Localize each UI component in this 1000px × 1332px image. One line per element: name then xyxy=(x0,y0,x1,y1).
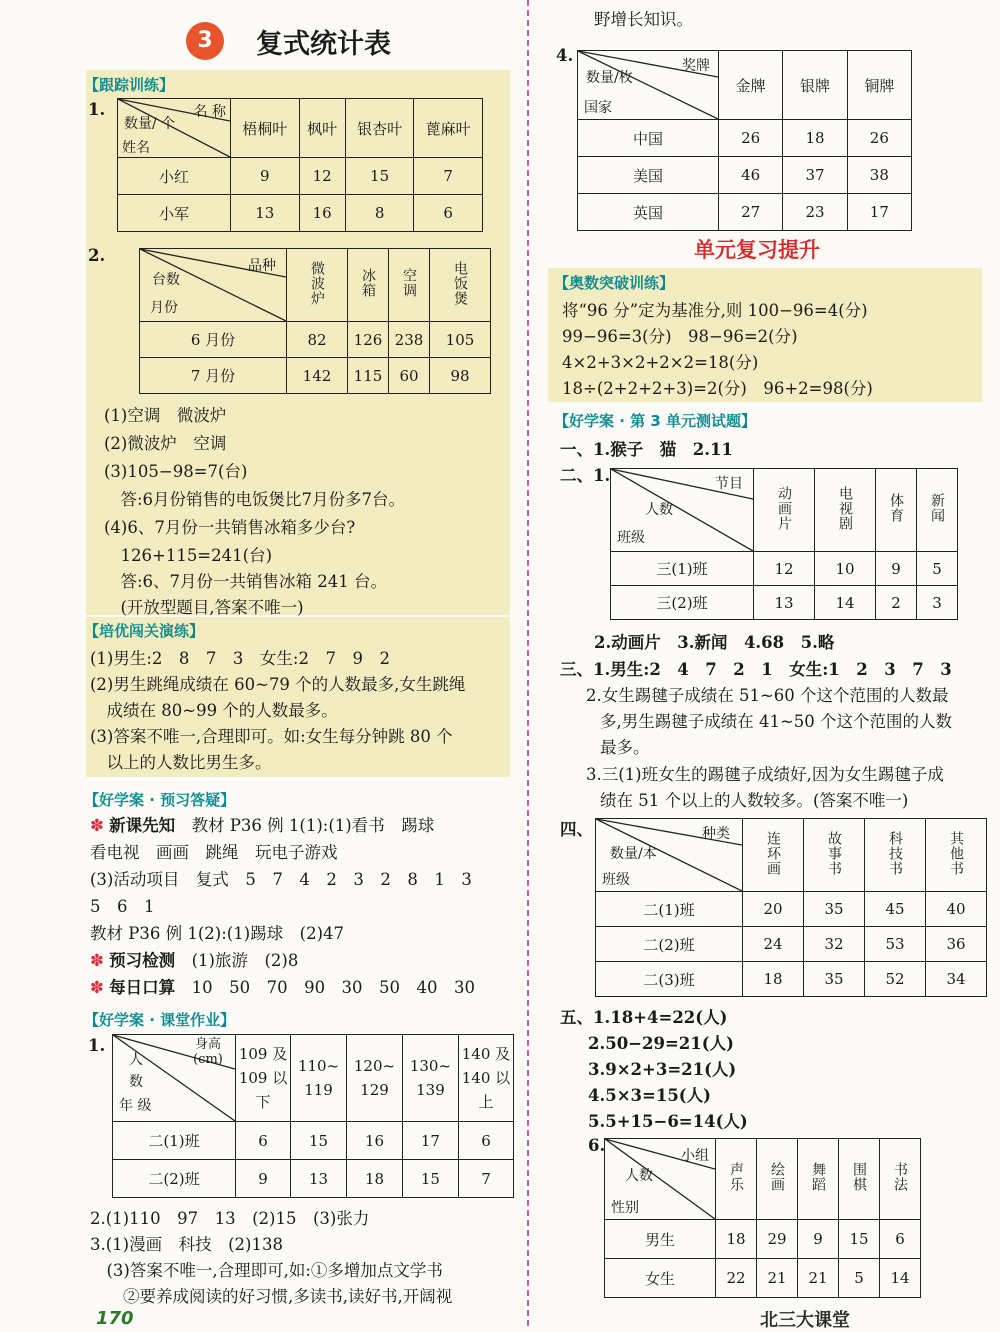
cell: 6 xyxy=(236,1122,291,1160)
cell: 9 xyxy=(876,552,917,586)
header-mid: 人 数 xyxy=(129,1052,143,1090)
col-header: 枫叶 xyxy=(299,99,345,158)
table-row xyxy=(140,358,491,394)
table-row xyxy=(118,195,483,232)
cell: 24 xyxy=(743,927,804,962)
header-top: 身高 (cm) xyxy=(193,1037,223,1067)
diagonal-header xyxy=(113,1035,236,1122)
table-row xyxy=(611,586,958,620)
answer-line: 2.(1)110 97 13 (2)15 (3)张力 xyxy=(90,1209,370,1228)
cell: 115 xyxy=(348,358,389,394)
col-header: 120~ 129 xyxy=(347,1035,403,1122)
answer-line: 18÷(2+2+2+3)=2(分) 96+2=98(分) xyxy=(562,379,873,398)
col-header: 体育 xyxy=(888,493,904,523)
flower-icon: ✽ xyxy=(90,978,104,997)
col-header: 空调 xyxy=(401,268,417,298)
cell: 17 xyxy=(402,1122,458,1160)
answer-line: 将“96 分”定为基准分,则 100−96=4(分) xyxy=(562,301,868,320)
col-header: 130~ 139 xyxy=(402,1035,458,1122)
cell: 13 xyxy=(231,195,300,232)
page-number: 170 xyxy=(96,1308,134,1329)
cell: 46 xyxy=(719,157,783,194)
footer-text: 北三大课堂 xyxy=(760,1310,850,1331)
answer-line: 3.9×2+3=21(人) xyxy=(588,1060,737,1079)
answer-line: 成绩在 80~99 个的人数最多。 xyxy=(90,701,338,720)
cell: 35 xyxy=(804,962,865,997)
col-header: 故事书 xyxy=(826,830,842,876)
section-header: 【奥数突破训练】 xyxy=(554,274,675,292)
header-bot: 姓名 xyxy=(122,140,150,156)
cell: 126 xyxy=(348,322,389,358)
answer-line: (3)答案不唯一,合理即可,如:①多增加点文学书 xyxy=(90,1261,443,1280)
table-programs xyxy=(610,468,958,620)
question-number: 二、1. xyxy=(560,466,611,485)
row-label: 二(3)班 xyxy=(596,962,743,997)
label-bold: 预习检测 xyxy=(109,951,176,970)
answer-line: 野增长知识。 xyxy=(594,10,693,29)
cell: 15 xyxy=(839,1220,880,1259)
answer-line: 看电视 画画 跳绳 玩电子游戏 xyxy=(90,843,338,862)
col-header: 其他书 xyxy=(948,830,964,876)
table-row xyxy=(605,1220,921,1259)
table-row xyxy=(596,892,987,927)
col-header: 围棋 xyxy=(851,1162,867,1192)
header-mid: 数量/ 个 xyxy=(124,116,176,132)
table-leaves xyxy=(117,98,483,232)
col-header: 蓖麻叶 xyxy=(414,99,483,158)
cell: 18 xyxy=(347,1160,403,1198)
header-mid: 数量/枚 xyxy=(586,70,633,86)
table-row xyxy=(596,962,987,997)
answer-line: 126+115=241(台) xyxy=(104,546,273,565)
col-header: 书法 xyxy=(892,1162,908,1192)
diagonal-header xyxy=(578,51,719,120)
cell: 98 xyxy=(430,358,491,394)
col-header: 银杏叶 xyxy=(345,99,414,158)
answer-line: 99−96=3(分) 98−96=2(分) xyxy=(562,327,798,346)
cell: 7 xyxy=(458,1160,513,1198)
cell: 6 xyxy=(458,1122,513,1160)
cell: 40 xyxy=(926,892,987,927)
answer-line: 4.5×3=15(人) xyxy=(588,1086,711,1105)
answer-line: 多,男生踢毽子成绩在 41~50 个这个范围的人数 xyxy=(600,712,953,731)
cell: 22 xyxy=(716,1259,757,1298)
label-bold: 新课先知 xyxy=(109,816,176,835)
col-header: 金牌 xyxy=(719,51,783,120)
header-top: 小组 xyxy=(681,1148,709,1164)
header-top: 名 称 xyxy=(193,104,226,120)
table-books xyxy=(595,818,987,997)
answer-line: 教材 P36 例 1(2):(1)踢球 (2)47 xyxy=(90,924,345,943)
cell: 16 xyxy=(299,195,345,232)
cell: 5 xyxy=(917,552,958,586)
row-label: 二(2)班 xyxy=(596,927,743,962)
table-row xyxy=(113,1160,514,1198)
header-mid: 人数 xyxy=(645,502,673,518)
row-label: 6 月份 xyxy=(140,322,287,358)
table-row xyxy=(578,194,912,231)
header-bot: 性别 xyxy=(611,1200,639,1216)
question-number: 2. xyxy=(88,246,106,265)
cell: 27 xyxy=(719,194,783,231)
diagonal-header xyxy=(140,249,287,322)
cell: 15 xyxy=(345,158,414,195)
header-bot: 班级 xyxy=(617,530,645,546)
table-groups xyxy=(604,1138,921,1298)
answer-line: 三、1.男生:2 4 7 2 1 女生:1 2 3 7 3 xyxy=(560,660,952,679)
cell: 34 xyxy=(926,962,987,997)
row-label: 小红 xyxy=(118,158,231,195)
cell: 3 xyxy=(917,586,958,620)
question-number: 6. xyxy=(588,1136,606,1155)
col-header: 冰箱 xyxy=(360,268,376,298)
table-row xyxy=(611,552,958,586)
col-header: 微波炉 xyxy=(309,260,325,306)
cell: 53 xyxy=(865,927,926,962)
row-label: 二(1)班 xyxy=(596,892,743,927)
col-header: 140 及 140 以上 xyxy=(458,1035,513,1122)
header-top: 节目 xyxy=(715,476,743,492)
col-header: 109 及 109 以下 xyxy=(236,1035,291,1122)
cell: 60 xyxy=(389,358,430,394)
cell: 82 xyxy=(287,322,348,358)
col-header: 动画片 xyxy=(776,485,792,531)
cell: 14 xyxy=(815,586,876,620)
cell: 9 xyxy=(236,1160,291,1198)
unit-title: 单元复习提升 xyxy=(694,238,820,262)
answer-line: (3)105−98=7(台) xyxy=(104,462,248,481)
col-header: 银牌 xyxy=(783,51,847,120)
label-bold: 每日口算 xyxy=(109,978,176,997)
table-row xyxy=(113,1122,514,1160)
cell: 18 xyxy=(783,120,847,157)
row-label: 三(1)班 xyxy=(611,552,754,586)
answer-line: 3.(1)漫画 科技 (2)138 xyxy=(90,1235,283,1254)
answer-line: 3.三(1)班女生的踢毽子成绩好,因为女生踢毽子成 xyxy=(586,765,944,784)
col-header: 电视剧 xyxy=(837,485,853,531)
diagonal-header xyxy=(611,469,754,552)
answer-line: (2)微波炉 空调 xyxy=(104,434,227,453)
question-number: 4. xyxy=(556,46,574,65)
answer-line: (4)6、7月份一共销售冰箱多少台? xyxy=(104,518,356,537)
cell: 15 xyxy=(402,1160,458,1198)
diagonal-header xyxy=(118,99,231,158)
cell: 37 xyxy=(783,157,847,194)
cell: 13 xyxy=(754,586,815,620)
answer-line: 以上的人数比男生多。 xyxy=(90,753,272,772)
cell: 142 xyxy=(287,358,348,394)
row-label: 中国 xyxy=(578,120,719,157)
answer-line: 2.动画片 3.新闻 4.68 5.略 xyxy=(594,633,835,652)
cell: 36 xyxy=(926,927,987,962)
header-top: 品种 xyxy=(248,258,276,274)
row-label: 小军 xyxy=(118,195,231,232)
cell: 38 xyxy=(847,157,911,194)
table-height xyxy=(112,1034,514,1198)
cell: 5 xyxy=(839,1259,880,1298)
answer-line: (1)旅游 (2)8 xyxy=(175,951,299,970)
cell: 13 xyxy=(291,1160,347,1198)
answer-line: (1)男生:2 8 7 3 女生:2 7 9 2 xyxy=(90,649,390,668)
row-label: 英国 xyxy=(578,194,719,231)
cell: 18 xyxy=(716,1220,757,1259)
answer-line: 2.50−29=21(人) xyxy=(588,1034,734,1053)
answer-line: (2)男生跳绳成绩在 60~79 个的人数最多,女生跳绳 xyxy=(90,675,466,694)
answer-line: 最多。 xyxy=(600,738,650,757)
col-header: 连环画 xyxy=(765,830,781,876)
cell: 6 xyxy=(880,1220,921,1259)
answer-line: 5.5+15−6=14(人) xyxy=(588,1112,748,1131)
column-divider xyxy=(527,0,529,1326)
row-label: 二(2)班 xyxy=(113,1160,236,1198)
answer-line: 五、1.18+4=22(人) xyxy=(560,1008,728,1027)
col-header: 科技书 xyxy=(887,830,903,876)
col-header: 绘画 xyxy=(769,1162,785,1192)
cell: 14 xyxy=(880,1259,921,1298)
table-row xyxy=(140,322,491,358)
cell: 32 xyxy=(804,927,865,962)
cell: 15 xyxy=(291,1122,347,1160)
cell: 8 xyxy=(345,195,414,232)
col-header: 新闻 xyxy=(929,493,945,523)
cell: 6 xyxy=(414,195,483,232)
row-label: 三(2)班 xyxy=(611,586,754,620)
col-header: 铜牌 xyxy=(847,51,911,120)
header-bot: 国家 xyxy=(584,100,612,116)
header-mid: 台数 xyxy=(152,272,180,288)
answer-line: (3)活动项目 复式 5 7 4 2 3 2 8 1 3 xyxy=(90,870,472,889)
table-row xyxy=(118,158,483,195)
answer-line: 答:6、7月份一共销售冰箱 241 台。 xyxy=(104,572,388,591)
question-number: 四、 xyxy=(560,820,593,839)
cell: 7 xyxy=(414,158,483,195)
cell: 12 xyxy=(754,552,815,586)
cell: 26 xyxy=(847,120,911,157)
header-bot: 班级 xyxy=(602,872,630,888)
cell: 52 xyxy=(865,962,926,997)
header-bot: 月份 xyxy=(150,300,178,316)
cell: 26 xyxy=(719,120,783,157)
cell: 20 xyxy=(743,892,804,927)
answer-line: (3)答案不唯一,合理即可。如:女生每分钟跳 80 个 xyxy=(90,727,453,746)
answer-line: (开放型题目,答案不唯一) xyxy=(104,598,304,617)
col-header: 梧桐叶 xyxy=(231,99,300,158)
cell: 18 xyxy=(743,962,804,997)
col-header: 电饭煲 xyxy=(452,260,468,306)
row-label: 美国 xyxy=(578,157,719,194)
answer-line: 2.女生踢毽子成绩在 51~60 个这个范围的人数最 xyxy=(586,686,949,705)
cell: 23 xyxy=(783,194,847,231)
answer-line: 教材 P36 例 1(1):(1)看书 踢球 xyxy=(175,816,435,835)
col-header: 110~ 119 xyxy=(291,1035,347,1122)
cell: 10 xyxy=(815,552,876,586)
row-label: 二(1)班 xyxy=(113,1122,236,1160)
table-row xyxy=(605,1259,921,1298)
table-row xyxy=(578,120,912,157)
section-header: 【培优闯关演练】 xyxy=(84,622,205,640)
table-row xyxy=(596,927,987,962)
answer-line: 一、1.猴子 猫 2.11 xyxy=(560,440,733,459)
cell: 9 xyxy=(798,1220,839,1259)
section-header: 【好学案 · 第 3 单元测试题】 xyxy=(554,412,757,430)
question-number: 1. xyxy=(88,100,106,119)
section-header: 【好学案 · 预习答疑】 xyxy=(84,791,236,809)
header-top: 奖牌 xyxy=(682,58,710,74)
header-top: 种类 xyxy=(702,826,730,842)
answer-line: ②要养成阅读的好习惯,多读书,读好书,开阔视 xyxy=(90,1287,453,1306)
section-header: 【好学案 · 课堂作业】 xyxy=(84,1011,236,1029)
diagonal-header xyxy=(596,819,743,892)
answer-line: (1)空调 微波炉 xyxy=(104,406,227,425)
row-label: 7 月份 xyxy=(140,358,287,394)
cell: 9 xyxy=(231,158,300,195)
answer-line: 答:6月份销售的电饭煲比7月份多7台。 xyxy=(104,490,406,509)
answer-line: 4×2+3×2+2×2=18(分) xyxy=(562,353,759,372)
cell: 2 xyxy=(876,586,917,620)
cell: 45 xyxy=(865,892,926,927)
answer-line: 绩在 51 个以上的人数较多。(答案不唯一) xyxy=(600,791,909,810)
cell: 21 xyxy=(757,1259,798,1298)
header-mid: 数量/本 xyxy=(610,846,657,862)
flower-icon: ✽ xyxy=(90,951,104,970)
row-label: 男生 xyxy=(605,1220,716,1259)
cell: 238 xyxy=(389,322,430,358)
col-header: 声乐 xyxy=(728,1162,744,1192)
cell: 21 xyxy=(798,1259,839,1298)
header-mid: 人数 xyxy=(625,1168,653,1184)
table-books-wrap xyxy=(595,818,987,997)
diagonal-header xyxy=(605,1139,716,1220)
cell: 16 xyxy=(347,1122,403,1160)
cell: 17 xyxy=(847,194,911,231)
header-bot: 年 级 xyxy=(119,1098,152,1114)
col-header: 舞蹈 xyxy=(810,1162,826,1192)
section-header: 【跟踪训练】 xyxy=(84,76,175,94)
cell: 105 xyxy=(430,322,491,358)
cell: 12 xyxy=(299,158,345,195)
answer-line: 5 6 1 xyxy=(90,897,155,916)
row-label: 女生 xyxy=(605,1259,716,1298)
cell: 29 xyxy=(757,1220,798,1259)
answer-line: 10 50 70 90 30 50 40 30 xyxy=(175,978,476,997)
flower-icon: ✽ xyxy=(90,816,104,835)
page-title: 复式统计表 xyxy=(256,29,391,60)
chapter-badge: 3 xyxy=(186,22,224,60)
table-row xyxy=(578,157,912,194)
table-medals xyxy=(577,50,912,231)
cell: 35 xyxy=(804,892,865,927)
table-appliances xyxy=(139,248,491,394)
question-number: 1. xyxy=(88,1036,106,1055)
